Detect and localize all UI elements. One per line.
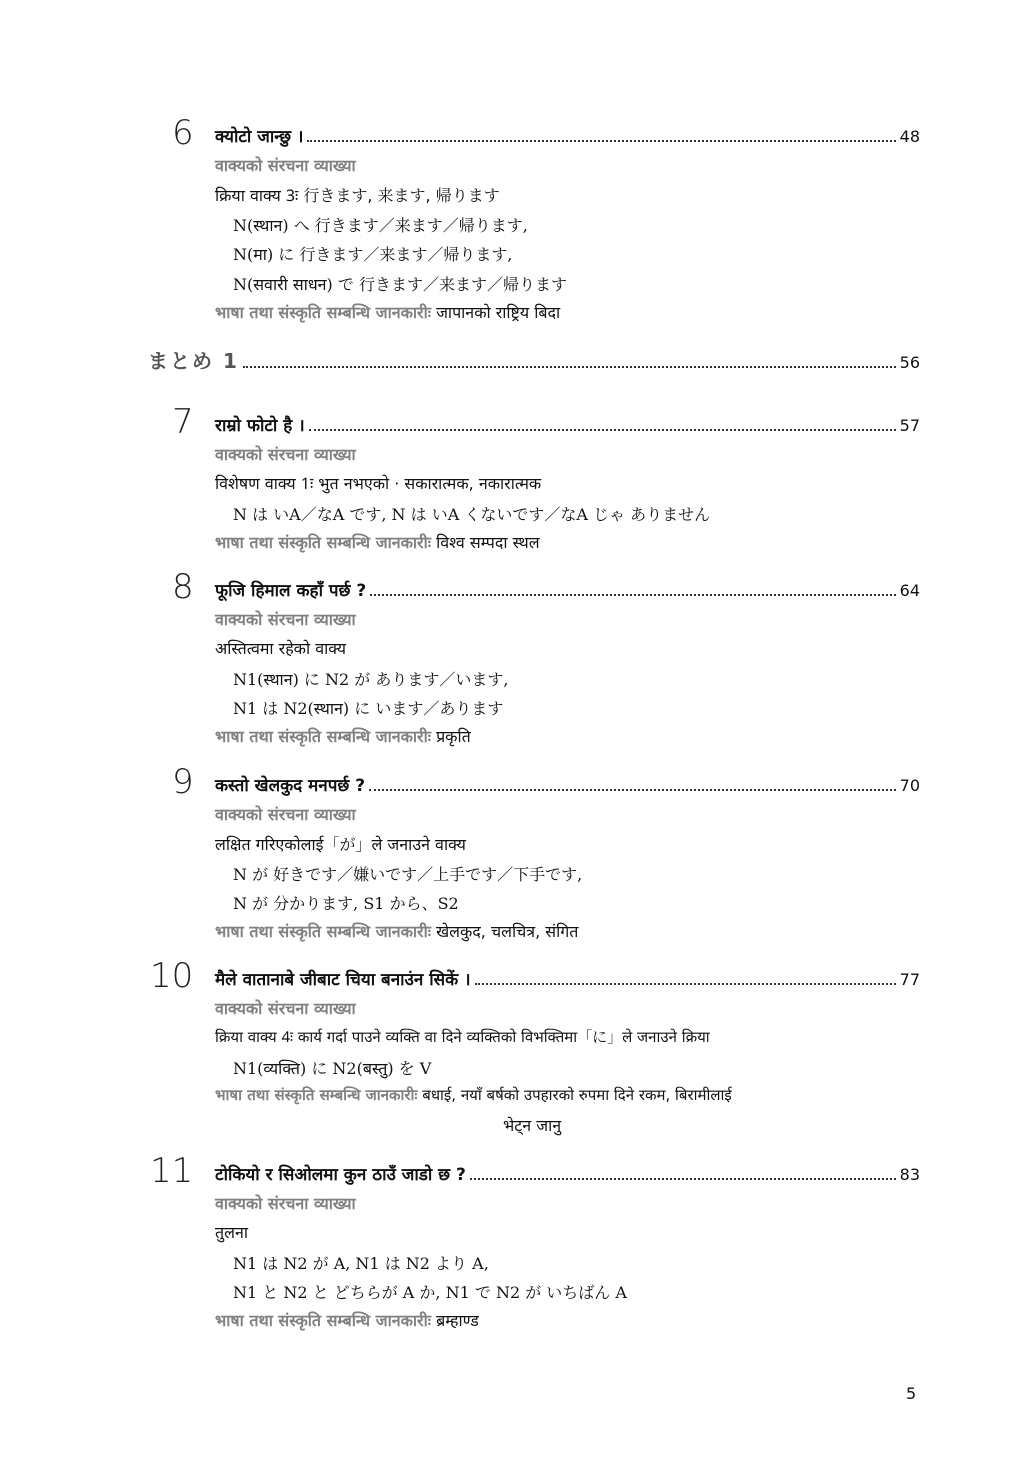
structure-label: वाक्यको संरचना व्याख्या: [215, 999, 356, 1018]
culture-label: भाषा तथा संस्कृति सम्बन्धि जानकारीः: [215, 303, 431, 322]
grammar-line: क्रिया वाक्य 4ः कार्य गर्दा पाउने व्यक्ति वा दिने व्यक्तिको विभक्तिमा「に」ले जनाउने क्रिया: [215, 1028, 710, 1046]
grammar-line: N(स्थान) へ 行きます／来ます／帰ります,: [233, 216, 528, 235]
leader-dots: [307, 139, 895, 142]
chapter-number: 8: [172, 567, 194, 607]
chapter-title[interactable]: राम्रो फोटो है ।: [215, 416, 305, 436]
matome-title[interactable]: まとめ 1: [148, 349, 239, 373]
grammar-line: N1(व्यक्ति) に N2(बस्तु) を V: [233, 1059, 432, 1078]
culture-text: खेलकुद, चलचित्र, संगित: [436, 922, 579, 941]
grammar-line: N(सवारी साधन) で 行きます／来ます／帰ります: [233, 275, 567, 294]
culture-label: भाषा तथा संस्कृति सम्बन्धि जानकारीः: [215, 922, 431, 941]
chapter-page: 64: [899, 581, 920, 600]
matome-page: 56: [899, 353, 920, 372]
grammar-line: विशेषण वाक्य 1ः भुत नभएको · सकारात्मक, नकारात्मक: [215, 474, 542, 493]
structure-label: वाक्यको संरचना व्याख्या: [215, 1194, 356, 1213]
chapter-number: 7: [172, 402, 194, 442]
chapter-title[interactable]: क्योटो जान्छु ।: [215, 127, 304, 147]
leader-dots: [475, 982, 896, 985]
chapter-page: 70: [899, 776, 920, 795]
culture-line: [215, 531, 540, 553]
culture-label: भाषा तथा संस्कृति सम्बन्धि जानकारीः: [215, 1086, 418, 1104]
culture-text-continued: भेट्न जानु: [503, 1116, 562, 1135]
culture-label: भाषा तथा संस्कृति सम्बन्धि जानकारीः: [215, 533, 431, 552]
grammar-line: अस्तित्वमा रहेको वाक्य: [215, 639, 347, 658]
culture-line: [215, 1309, 479, 1331]
structure-label: वाक्यको संरचना व्याख्या: [215, 156, 356, 175]
chapter-title[interactable]: कस्तो खेलकुद मनपर्छ ?: [215, 776, 366, 796]
structure-label: वाक्यको संरचना व्याख्या: [215, 445, 356, 464]
chapter-page: 77: [899, 970, 920, 989]
culture-label: भाषा तथा संस्कृति सम्बन्धि जानकारीः: [215, 727, 431, 746]
leader-dots: [470, 1177, 896, 1180]
chapter-number: 11: [150, 1151, 194, 1191]
structure-label: वाक्यको संरचना व्याख्या: [215, 805, 356, 824]
chapter-page: 57: [899, 416, 920, 435]
toc-entry-matome[interactable]: [148, 345, 920, 374]
culture-text: विश्व सम्पदा स्थल: [436, 533, 540, 552]
grammar-line: N が 分かります, S1 から、S2: [233, 894, 459, 913]
culture-line: [215, 301, 560, 323]
grammar-line: N が 好きです／嫌いです／上手です／下手です,: [233, 865, 583, 884]
grammar-line: N(मा) に 行きます／来ます／帰ります,: [233, 245, 513, 264]
chapter-title[interactable]: टोकियो र सिओलमा कुन ठाउँ जाडो छ ?: [215, 1165, 466, 1185]
grammar-line: N1 は N2 が A, N1 は N2 より A,: [233, 1254, 489, 1273]
page-number: 5: [906, 1384, 917, 1403]
culture-line: [215, 1085, 732, 1105]
grammar-line: लक्षित गरिएकोलाई「が」ले जनाउने वाक्य: [215, 835, 466, 854]
leader-dots: [243, 365, 896, 368]
grammar-line: N は いA／なA です, N は いA くないです／なA じゃ ありません: [233, 505, 711, 524]
grammar-line: N1(स्थान) に N2 が あります／います,: [233, 670, 509, 689]
chapter-number: 6: [172, 113, 194, 153]
leader-dots: [370, 593, 895, 596]
culture-text: जापानको राष्ट्रिय बिदा: [436, 303, 561, 322]
grammar-line: तुलना: [215, 1223, 248, 1242]
leader-dots: [369, 788, 896, 791]
chapter-number: 9: [172, 762, 194, 802]
culture-text: ब्रम्हाण्ड: [436, 1311, 479, 1330]
grammar-line: N1 と N2 と どちらが A か, N1 で N2 が いちばん A: [233, 1283, 627, 1302]
structure-label: वाक्यको संरचना व्याख्या: [215, 610, 356, 629]
grammar-line: N1 は N2(स्थान) に います／あります: [233, 699, 504, 718]
chapter-title[interactable]: फूजि हिमाल कहाँ पर्छ ?: [215, 581, 367, 601]
grammar-line: क्रिया वाक्य 3ः 行きます, 来ます, 帰ります: [215, 186, 500, 205]
leader-dots: [309, 428, 896, 431]
chapter-number: 10: [150, 956, 194, 996]
chapter-page: 48: [899, 127, 920, 146]
chapter-title[interactable]: मैले वातानाबे जीबाट चिया बनाउंन सिकें ।: [215, 970, 471, 990]
culture-line: [215, 920, 578, 942]
culture-text: बधाई, नयाँ बर्षको उपहारको रुपमा दिने रकम, बिरामीलाई: [422, 1086, 732, 1104]
culture-label: भाषा तथा संस्कृति सम्बन्धि जानकारीः: [215, 1311, 431, 1330]
chapter-page: 83: [899, 1165, 920, 1184]
culture-text: प्रकृति: [436, 727, 471, 746]
culture-line: [215, 725, 471, 747]
